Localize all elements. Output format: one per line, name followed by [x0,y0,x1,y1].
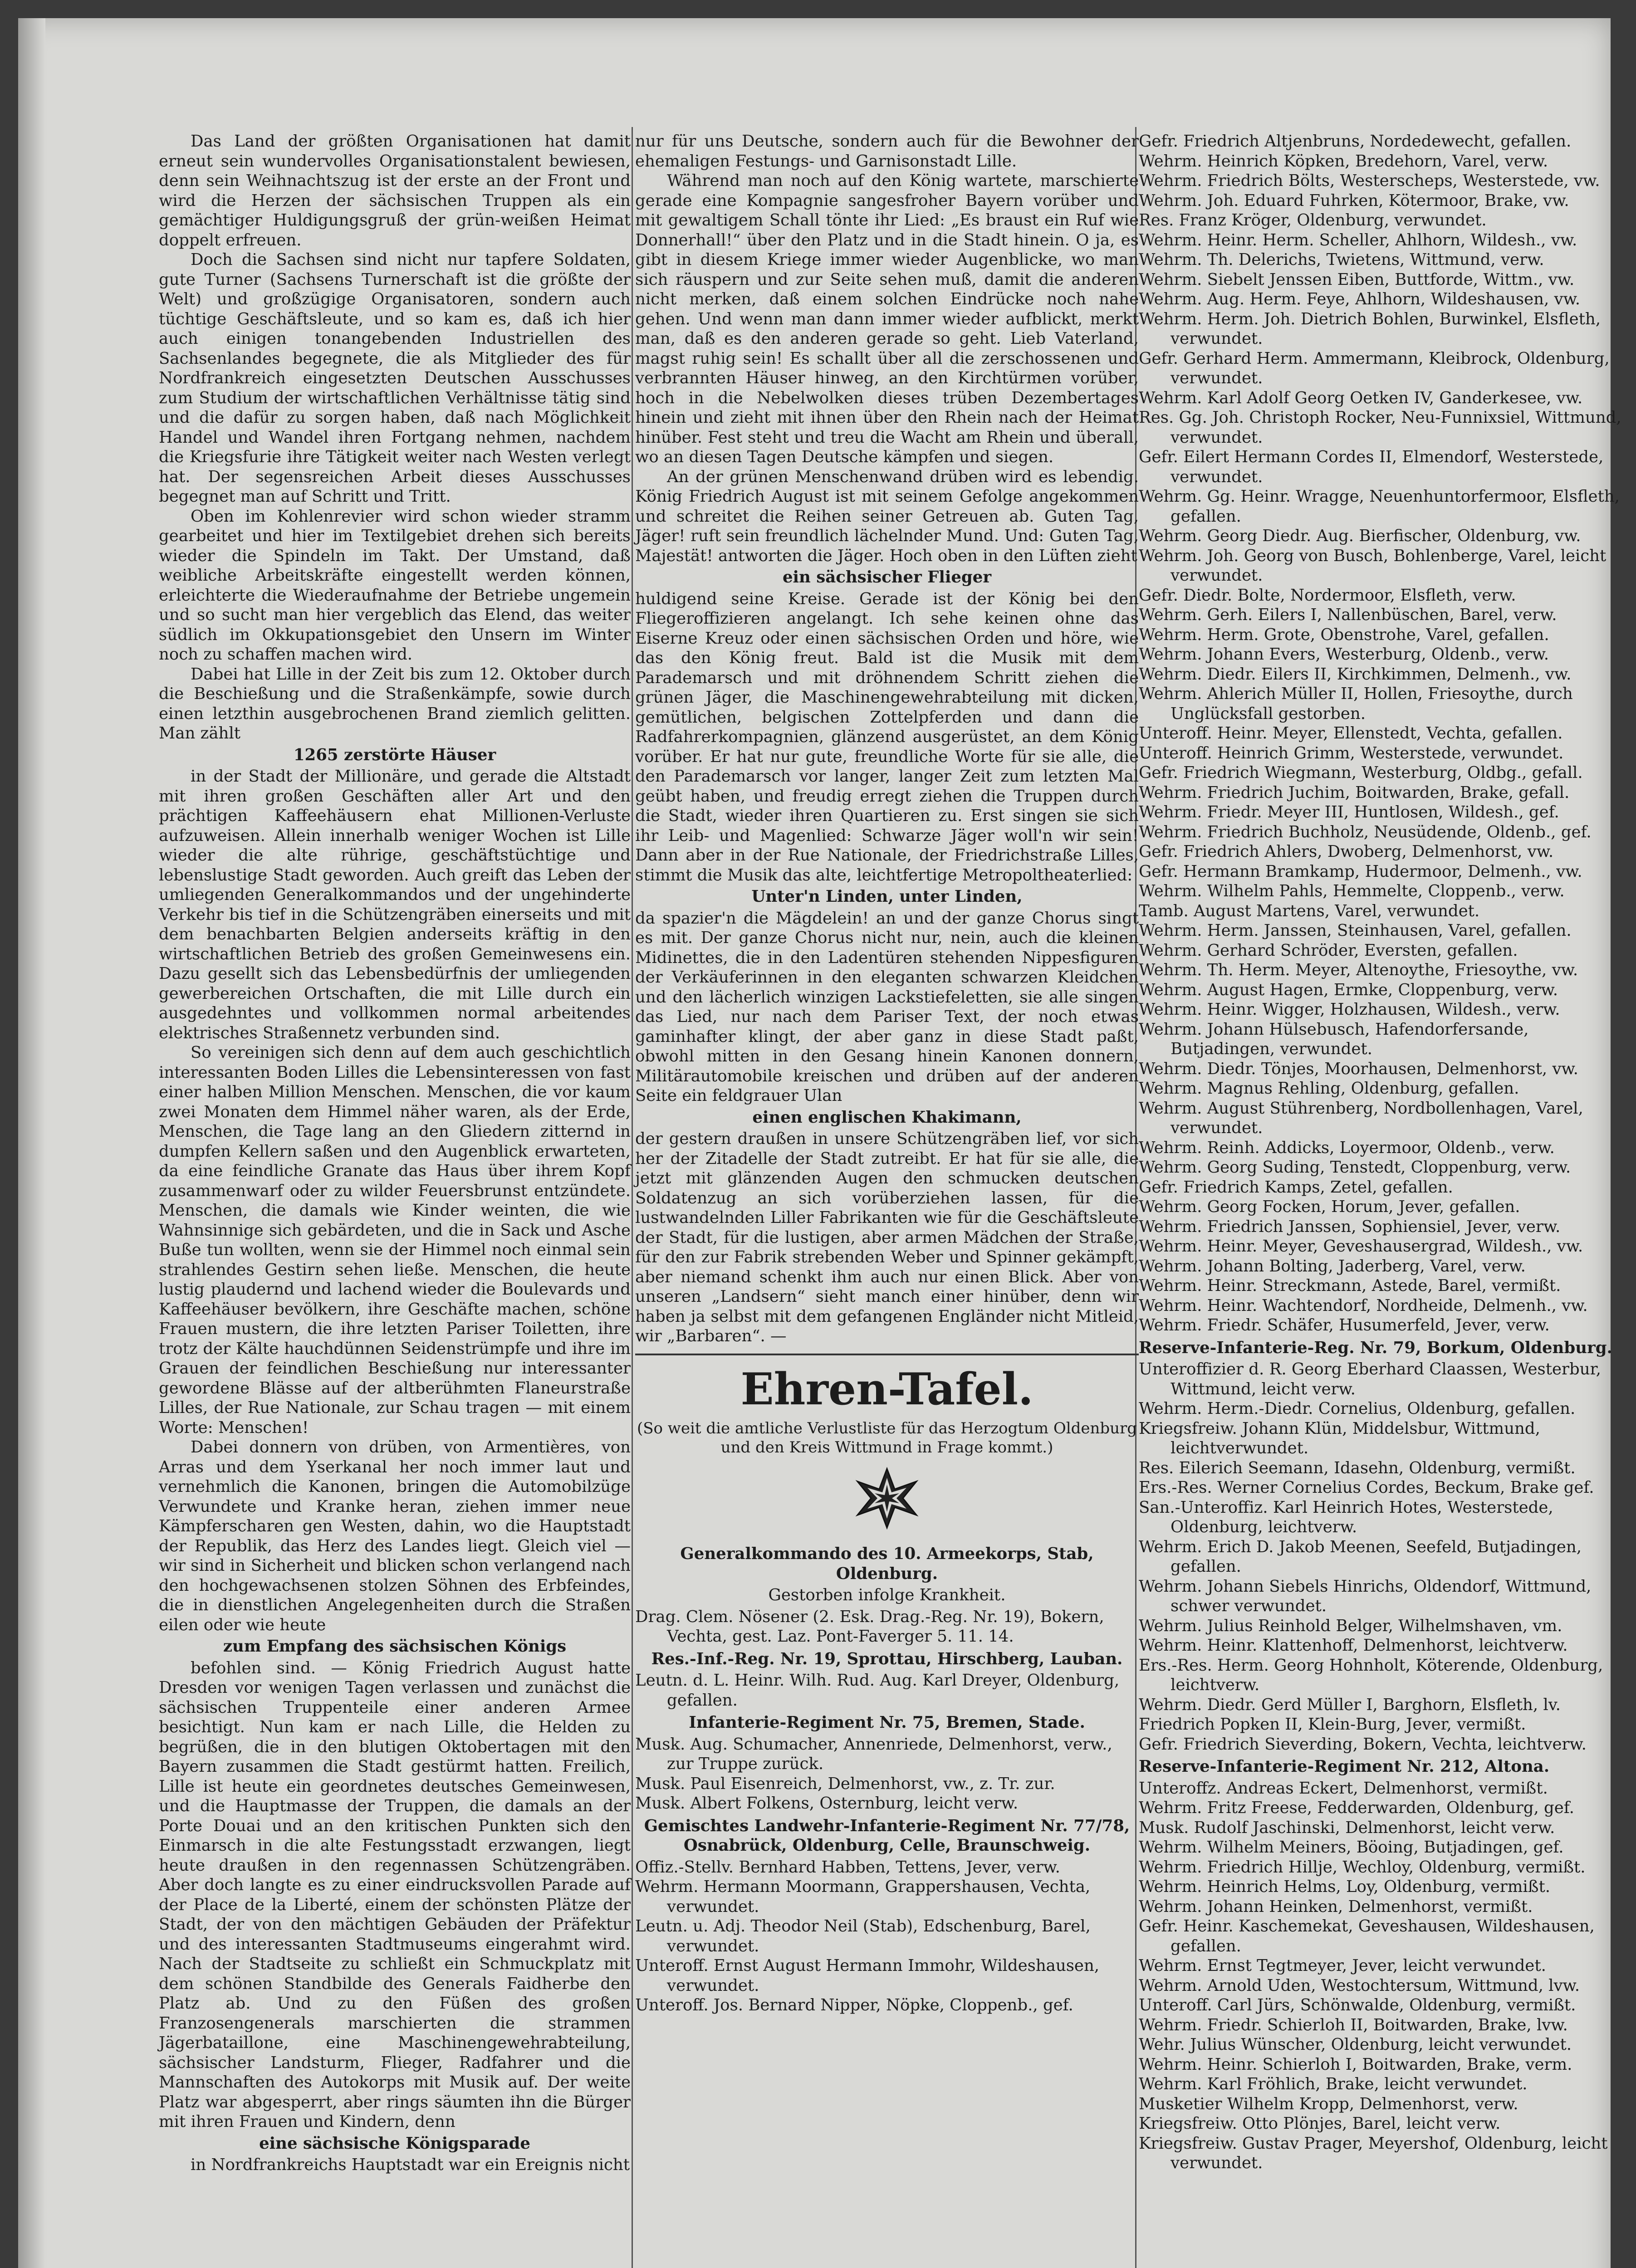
casualty-entry: Wehrm. Heinr. Schierloh I, Boitwarden, Brake, verm. [1139,2055,1572,2074]
paragraph: Dabei donnern von drüben, von Armentières, von Arras und dem Yserkanal her noch immer laut und vernehmlich die Kanonen, bringen die Automobilzüge Verwundete und Kranke heran, ziehen immer neue Kämpferscharen gen Westen, dahin, wo die Hauptstadt der Republik, das Herz des Landes liegt. Gleich viel — wir sind in Sicherheit und blicken schon verlangend nach den hochgewachsenen stolzen Söhnen des Erbfeindes, die in dienstlichen Angelegenheiten durch die Straßen eilen oder wie heute [159,1438,631,1634]
article-column-1 [159,132,631,2175]
casualty-entry: Gefr. Friedrich Ahlers, Dwoberg, Delmenhorst, vw. [1139,842,1554,861]
casualty-entry: Wehrm. Heinr. Herm. Scheller, Ahlhorn, Wildesh., vw. [1139,230,1577,249]
casualty-entry: Gefr. Friedrich Sieverding, Bokern, Vechta, leichtverw. [1139,1735,1587,1754]
casualty-entry: Res. Eilerich Seemann, Idasehn, Oldenburg, vermißt. [1139,1458,1576,1477]
paragraph: in der Stadt der Millionäre, und gerade die Altstadt mit ihren großen Geschäften aller Art und den prächtigen Kaffeehäusern ehat Millionen-Verluste aufzuweisen. Allein innerhalb weniger Wochen ist Lille wieder die alte rührige, geschäftstüchtige und lebenslustige Stadt geworden. Auch greift das Leben der umliegenden Generalkommandos und der ungehinderte Verkehr bis tief in die Schützengräben einerseits und mit dem benachbarten Belgien anderseits kräftig in den wirtschaftlichen Betrieb des großen Gemeinwesens ein. Dazu gesellt sich das Lebensbedürfnis der umliegenden gewerbereichen Ortschaften, die mit Lille durch ein ausgedehntes und vollkommen normal arbeitendes elektrisches Straßennetz verbunden sind. [159,767,631,1042]
casualty-entry: Wehrm. Georg Diedr. Aug. Bierfischer, Oldenburg, vw. [1139,527,1581,545]
casualty-entry: Wehrm. Magnus Rehling, Oldenburg, gefallen. [1139,1079,1519,1098]
casualty-entry: Wehrm. Friedrich Buchholz, Neusüdende, Oldenb., gef. [1139,822,1592,841]
casualty-entry: Drag. Clem. Nösener (2. Esk. Drag.-Reg. Nr. 19), Bokern, Vechta, gest. Laz. Pont-Faverger 5. 11. 14. [635,1607,1104,1646]
casualty-entry: Gefr. Friedrich Wiegmann, Westerburg, Oldbg., gefall. [1139,763,1583,782]
casualty-entry: Wehrm. Joh. Eduard Fuhrken, Kötermoor, Brake, vw. [1139,191,1569,210]
paragraph: An der grünen Menschenwand drüben wird es lebendig. König Friedrich August ist mit seinem Gefolge angekommen und schreitet die Reihen seiner Getreuen ab. Guten Tag, Jäger! ruft sein freundlich lächelnder Mund. Und: Guten Tag, Majestät! antworten die Jäger. Hoch oben in den Lüften zieht [635,467,1139,565]
regiment-heading: Gemischtes Landwehr-Infanterie-Regiment Nr. 77/78, Osnabrück, Oldenburg, Celle, Braunschweig. [644,1816,1130,1855]
subheading: einen englischen Khakimann, [752,1108,1022,1127]
regiment-heading: Res.-Inf.-Reg. Nr. 19, Sprottau, Hirschberg, Lauban. [651,1649,1123,1668]
casualty-entry: Wehrm. Friedrich Bölts, Westerscheps, Westerstede, vw. [1139,171,1600,190]
casualty-entry: Wehrm. Heinrich Helms, Loy, Oldenburg, vermißt. [1139,1877,1551,1896]
casualty-entry: Wehrm. Reinh. Addicks, Loyermoor, Oldenb., verw. [1139,1138,1555,1157]
casualty-entry: Wehrm. Heinr. Klattenhoff, Delmenhorst, leichtverw. [1139,1636,1568,1655]
casualty-entry: Wehrm. Heinr. Streckmann, Astede, Barel, vermißt. [1139,1276,1561,1295]
casualty-entry: Musk. Albert Folkens, Osternburg, leicht verw. [635,1794,1019,1813]
subheading: 1265 zerstörte Häuser [293,745,496,764]
casualty-entry: Gefr. Heinr. Kaschemekat, Geveshausen, Wildeshausen, gefallen. [1139,1917,1595,1955]
casualty-entry: Tamb. August Martens, Varel, verwundet. [1139,901,1480,920]
casualty-entry: Wehrm. Arnold Uden, Westochtersum, Wittmund, lvw. [1139,1976,1580,1995]
casualty-entry: Gefr. Eilert Hermann Cordes II, Elmendorf, Westerstede, verwundet. [1139,448,1604,486]
casualty-entry: Res. Franz Kröger, Oldenburg, verwundet. [1139,211,1487,230]
casualty-entry: Wehrm. Heinr. Meyer, Geveshausergrad, Wildesh., vw. [1139,1237,1583,1256]
iron-cross-icon [635,1464,1139,1537]
paragraph: befohlen sind. — König Friedrich August hatte Dresden vor wenigen Tagen verlassen und zunächst die sächsischen Truppenteile einer anderen Armee besichtigt. Nun kam er nach Lille, die Helden zu begrüßen, die in den blutigen Oktobertagen mit den Bayern zusammen die Stadt gestürmt hatten. Freilich, Lille ist heute ein geordnetes deutsches Gemeinwesen, und die Hauptmasse der Truppen, die damals an der Porte Douai und an den kritischen Punkten sich den Einmarsch in die alte Festungsstadt erzwangen, liegt heute draußen in den regennassen Schützengräben. Aber doch langte es zu einer eindrucksvollen Parade auf der Place de la Liberté, einem der schönsten Plätze der Stadt, der von den mächtigen Gebäuden der Präfektur und des interessanten Stadtmuseums eingerahmt wird. Nach der Stadtseite zu schließt ein Schmuckplatz mit dem schönen Standbilde des Generals Faidherbe den Platz ab. Und zu den Füßen des großen Franzosengenerals marschierten die strammen Jägerbataillone, eine Maschinengewehrabteilung, sächsischer Landsturm, Flieger, Radfahrer und die Mannschaften des Autokorps mit Musik auf. Der weite Platz war abgesperrt, aber rings säumten ihn die Bürger mit ihren Frauen und Kindern, denn [159,1658,631,2131]
casualty-entry: Kriegsfreiw. Johann Klün, Middelsbur, Wittmund, leichtverwundet. [1139,1419,1540,1457]
casualty-entry: Wehrm. Karl Adolf Georg Oetken IV, Ganderkesee, vw. [1139,388,1583,407]
subheading: ein sächsischer Flieger [782,568,992,587]
casualty-entry: Wehrm. Friedr. Meyer III, Huntlosen, Wildesh., gef. [1139,803,1559,821]
regiment-heading: Reserve-Infanterie-Reg. Nr. 79, Borkum, Oldenburg. [1139,1338,1612,1357]
casualty-entry: Wehrm. Aug. Herm. Feye, Ahlhorn, Wildeshausen, vw. [1139,290,1581,308]
casualty-entry: Wehrm. Gerhard Schröder, Eversten, gefallen. [1139,941,1518,960]
casualty-entry: Wehrm. Friedrich Janssen, Sophiensiel, Jever, verw. [1139,1217,1561,1236]
casualty-entry: Wehrm. Heinr. Wachtendorf, Nordheide, Delmenh., vw. [1139,1296,1588,1315]
paragraph: Doch die Sachsen sind nicht nur tapfere Soldaten, gute Turner (Sachsens Turnerschaft ist die größte der Welt) und großzügige Organisatoren, sondern auch tüchtige Geschäftsleute, und so kam es, daß ich hier auch einigen tonangebenden Industriellen des Sachsenlandes begegnete, die als Mitglieder des für Nordfrankreich eingesetzten Deutschen Ausschusses zum Studium der wirtschaftlichen Verhältnisse tätig sind und die dafür zu sorgen haben, daß nach Möglichkeit Handel und Wandel ihren Fortgang nehmen, nachdem die Kriegsfurie ihre Tätigkeit weiter nach Westen verlegt hat. Der segensreichen Arbeit dieses Ausschusses begegnet man auf Schritt und Tritt. [159,250,631,506]
casualty-entry: Gefr. Gerhard Herm. Ammermann, Kleibrock, Oldenburg, verwundet. [1139,349,1610,387]
casualty-entry: Unteroff. Ernst August Hermann Immohr, Wildeshausen, verwundet. [635,1956,1100,1995]
casualty-entry: Wehrm. Julius Reinhold Belger, Wilhelmshaven, vm. [1139,1616,1563,1635]
casualty-entry: Wehrm. Wilhelm Meiners, Böoing, Butjadingen, gef. [1139,1838,1564,1857]
casualty-entry: Unteroff. Jos. Bernard Nipper, Nöpke, Cloppenb., gef. [635,1996,1073,2014]
casualty-entry: Unteroff. Heinrich Grimm, Westerstede, verwundet. [1139,743,1564,763]
casualty-entry: Wehrm. Th. Herm. Meyer, Altenoythe, Friesoythe, vw. [1139,961,1578,979]
casualty-entry: Leutn. d. L. Heinr. Wilh. Rud. Aug. Karl Dreyer, Oldenburg, gefallen. [635,1671,1120,1710]
casualty-entry: Wehrm. Herm. Janssen, Steinhausen, Varel, gefallen. [1139,921,1572,940]
casualty-entry: Wehrm. Hermann Moormann, Grappershausen, Vechta, verwundet. [635,1877,1091,1916]
paragraph: So vereinigen sich denn auf dem auch geschichtlich interessanten Boden Lilles die Lebensinteressen von fast einer halben Million Menschen. Menschen, die vor kaum zwei Monaten dem Himmel näher waren, als der Erde, Menschen, die Tage lang an den Gliedern zitternd in dumpfen Kellern saßen und den Augenblick erwarteten, da eine feindliche Granate das Haus über ihrem Kopf zusammenwarf oder zu wilder Feuersbrunst entzündete. Menschen, die damals wie Kinder weinten, die wie Wahnsinnige sich gebärdeten, und die in Sack und Asche Buße tun wollten, wenn sie der Himmel noch einmal sein strahlendes Gestirn sehen ließe. Menschen, die heute lustig plaudernd und lachend wieder die Boulevards und Kaffeehäuser bevölkern, ihre Geschäfte machen, schöne Frauen mustern, die ihre letzten Pariser Toiletten, ihre trotz der Kälte hauchdünnen Seidenstrümpfe und ihre im Grauen der feindlichen Beschießung nur interessanter gewordene Blässe auf der altberühmten Flaneurstraße Lilles, der Rue Nationale, zur Schau tragen — mit einem Worte: Menschen! [159,1043,631,1437]
casualty-entry: Wehrm. Johann Heinken, Delmenhorst, vermißt. [1139,1897,1533,1916]
paragraph: Oben im Kohlenrevier wird schon wieder stramm gearbeitet und hier im Textilgebiet drehen sich bereits wieder die Spindeln im Takt. Der Umstand, daß weibliche Arbeitskräfte eingestellt werden können, erleichterte die Wiederaufnahme der Betriebe ungemein und so sucht man hier vergeblich das Elend, das weiter südlich im Okkupationsgebiet den Unsern im Winter noch zu schaffen machen wird. [159,507,631,664]
regiment-heading: Generalkommando des 10. Armeekorps, Stab, Oldenburg. [680,1545,1094,1583]
casualty-entry: San.-Unteroffiz. Karl Heinrich Hotes, Westerstede, Oldenburg, leichtverw. [1139,1498,1553,1536]
casualty-entry: Kriegsfreiw. Gustav Prager, Meyershof, Oldenburg, leicht verwundet. [1139,2134,1608,2172]
casualty-entry: Wehrm. Ernst Tegtmeyer, Jever, leicht verwundet. [1139,1956,1546,1975]
casualty-entry: Wehrm. Diedr. Gerd Müller I, Barghorn, Elsfleth, lv. [1139,1695,1561,1714]
casualty-entry: Kriegsfreiw. Otto Plönjes, Barel, leicht verw. [1139,2114,1501,2133]
casualty-entry: Wehrm. Friedrich Juchim, Boitwarden, Brake, gefall. [1139,783,1570,802]
casualty-entry: Musk. Paul Eisenreich, Delmenhorst, vw., z. Tr. zur. [635,1774,1055,1793]
casualty-entry: Wehr. Julius Wünscher, Oldenburg, leicht verwundet. [1139,2035,1572,2054]
casualty-entry: Wehrm. Joh. Georg von Busch, Bohlenberge, Varel, leicht verwundet. [1139,546,1607,585]
note-line: Gestorben infolge Krankheit. [768,1586,1006,1604]
casualty-entry: Friedrich Popken II, Klein-Burg, Jever, vermißt. [1139,1715,1526,1734]
paragraph: Während man noch auf den König wartete, marschierte gerade eine Kompagnie sangesfroher Bayern vorüber und mit gewaltigem Schall tönte ihr Lied: „Es braust ein Ruf wie Donnerhall!“ über den Platz und in die Stadt hinein. O ja, es gibt in diesem Kriege immer wieder Augenblicke, wo man sich räuspern und zur Seite sehen muß, damit die anderen nicht merken, daß einem solchen Eindrücke noch nahe gehen. Und wenn man dann immer wieder aufblickt, merkt man, daß es den anderen gerade so geht. Lieb Vaterland, magst ruhig sein! Es schallt über all die zerschossenen und verbrannten Häuser hinweg, an den Kirchtürmen vorüber, hoch in die Nebelwolken dieses trüben Dezembertages hinein und zieht mit ihnen über den Rhein nach der Heimat hinüber. Fest steht und treu die Wacht am Rhein und überall, wo an diesen Tagen Deutsche kämpfen und siegen. [635,171,1139,466]
ehrentafel-subtitle: (So weit die amtliche Verlustliste für das Herzogtum Oldenburg und den Kreis Wittmund in Frage kommt.) [637,1419,1137,1457]
casualty-entry: Wehrm. Th. Delerichs, Twietens, Wittmund, verw. [1139,250,1544,269]
casualty-entry: Unteroffz. Andreas Eckert, Delmenhorst, vermißt. [1139,1779,1548,1798]
casualty-entry: Wehrm. Heinrich Köpken, Bredehorn, Varel, verw. [1139,152,1548,171]
article-column-2 [635,132,1139,2015]
casualty-entry: Wehrm. Diedr. Eilers II, Kirchkimmen, Delmenh., vw. [1139,665,1572,684]
casualty-entry: Gefr. Hermann Bramkamp, Hudermoor, Delmenh., vw. [1139,862,1582,881]
paragraph: nur für uns Deutsche, sondern auch für die Bewohner der ehemaligen Festungs- und Garnisonstadt Lille. [635,132,1139,171]
paragraph: huldigend seine Kreise. Gerade ist der König bei den Fliegeroffizieren angelangt. Ich sehe keinen ohne das Eiserne Kreuz oder einen sächsischen Orden und höre, wie das den König freut. Bald ist die Musik mit dem Parademarsch und mit dröhnendem Schritt ziehen die grünen Jäger, die Maschinengewehrabteilung mit dicken, gemütlichen, belgischen Zottelpferden und dann die Radfahrerkompagnien, glänzend ausgerüstet, an dem König vorüber. Er hat nur gute, freundliche Worte für sie alle, die den Parademarsch vor langer, langer Zeit zum letzten Mal geübt haben, und freudig erregt ziehen die Truppen durch die Stadt, wieder ihren Quartieren zu. Erst singen sie sich ihr Leib- und Magenlied: Schwarze Jäger woll'n wir sein! Dann aber in der Rue Nationale, der Friedrichstraße Lilles, stimmt die Musik das alte, leichtfertige Metropoltheaterlied: [635,589,1139,885]
casualty-entry: Ers.-Res. Werner Cornelius Cordes, Beckum, Brake gef. [1139,1478,1594,1497]
casualty-entry: Leutn. u. Adj. Theodor Neil (Stab), Edschenburg, Barel, verwundet. [635,1917,1091,1955]
casualty-entry: Gefr. Friedrich Kamps, Zetel, gefallen. [1139,1178,1453,1197]
casualty-entry: Wehrm. Johann Bolting, Jaderberg, Varel, verw. [1139,1256,1526,1276]
casualty-entry: Musk. Rudolf Jaschinski, Delmenhorst, leicht verw. [1139,1818,1555,1837]
casualty-entry: Wehrm. Herm.-Diedr. Cornelius, Oldenburg, gefallen. [1139,1399,1576,1418]
casualty-entry: Wehrm. Johann Hülsebusch, Hafendorfersande, Butjadingen, verwundet. [1139,1020,1529,1058]
casualty-entry: Wehrm. Friedr. Schierloh II, Boitwarden, Brake, lvw. [1139,2015,1568,2034]
casualty-entry: Gefr. Diedr. Bolte, Nordermoor, Elsfleth, verw. [1139,586,1516,605]
casualty-entry: Wehrm. Herm. Grote, Obenstrohe, Varel, gefallen. [1139,625,1549,644]
casualty-entry: Wehrm. Erich D. Jakob Meenen, Seefeld, Butjadingen, gefallen. [1139,1537,1582,1576]
casualty-list-column [1139,132,1629,2173]
section-divider [635,1354,1139,1355]
casualty-entry: Res. Gg. Joh. Christoph Rocker, Neu-Funnixsiel, Wittmund, verwundet. [1139,408,1621,447]
casualty-entry: Wehrm. August Hagen, Ermke, Cloppenburg, verw. [1139,980,1558,999]
casualty-entry: Unteroffizier d. R. Georg Eberhard Claassen, Westerbur, Wittmund, leicht verw. [1139,1360,1601,1398]
subheading: eine sächsische Königsparade [259,2134,530,2153]
regiment-heading: Reserve-Infanterie-Regiment Nr. 212, Altona. [1139,1757,1550,1776]
paragraph: in Nordfrankreichs Hauptstadt war ein Ereignis nicht [191,2156,630,2174]
casualty-entry: Wehrm. Wilhelm Pahls, Hemmelte, Cloppenb., verw. [1139,882,1565,900]
casualty-entry: Wehrm. Siebelt Jenssen Eiben, Buttforde, Wittm., vw. [1139,270,1575,289]
column-rule [632,127,633,2268]
subheading: zum Empfang des sächsischen Königs [223,1637,567,1656]
casualty-entry: Wehrm. Diedr. Tönjes, Moorhausen, Delmenhorst, vw. [1139,1059,1578,1078]
casualty-entry: Wehrm. Heinr. Wigger, Holzhausen, Wildesh., verw. [1139,1000,1560,1019]
casualty-entry: Musketier Wilhelm Kropp, Delmenhorst, verw. [1139,2094,1518,2113]
paragraph: der gestern draußen in unsere Schützengräben lief, vor sich her der Zitadelle der Stadt zutreibt. Er hat für sie alle, die jetzt mit glänzenden Augen den schmucken deutschen Soldatenzug an sich vorüberziehen lassen, für die lustwandelnden Liller Fabrikanten wie für die Geschäftsleute der Stadt, für die lustigen, aber armen Mädchen der Straße, für den zur Fabrik strebenden Weber und Spinner gekämpft, aber niemand schenkt ihm auch nur einen Blick. Aber von unseren „Landsern“ sieht manch einer hinüber, denn wir haben ja selbst mit dem gefangenen Engländer nicht Mitleid, wir „Barbaren“. — [635,1129,1139,1345]
casualty-entry: Wehrm. August Stührenberg, Nordbollenhagen, Varel, verwundet. [1139,1099,1583,1137]
casualty-entry: Offiz.-Stellv. Bernhard Habben, Tettens, Jever, verw. [635,1857,1060,1877]
casualty-entry: Wehrm. Georg Suding, Tenstedt, Cloppenburg, verw. [1139,1158,1571,1177]
casualty-entry: Wehrm. Gerh. Eilers I, Nallenbüschen, Barel, verw. [1139,606,1557,624]
casualty-entry: Wehrm. Johann Evers, Westerburg, Oldenb., verw. [1139,645,1549,664]
casualty-entry: Wehrm. Georg Focken, Horum, Jever, gefallen. [1139,1198,1520,1216]
casualty-entry: Ers.-Res. Herm. Georg Hohnholt, Köterende, Oldenburg, leichtverw. [1139,1656,1603,1694]
casualty-entry: Musk. Aug. Schumacher, Annenriede, Delmenhorst, verw., zur Truppe zurück. [635,1735,1112,1773]
paragraph: Dabei hat Lille in der Zeit bis zum 12. Oktober durch die Beschießung und die Straßenkämpfe, sowie durch einen letzthin ausgebrochenen Brand ziemlich gelitten. Man zählt [159,665,631,743]
regiment-heading: Infanterie-Regiment Nr. 75, Bremen, Stade. [689,1713,1085,1732]
casualty-entry: Wehrm. Fritz Freese, Fedderwarden, Oldenburg, gef. [1139,1799,1574,1817]
casualty-entry: Gefr. Friedrich Altjenbruns, Nordedewecht, gefallen. [1139,132,1572,151]
ehrentafel-title: Ehren-Tafel. [740,1363,1034,1415]
casualty-entry: Wehrm. Ahlerich Müller II, Hollen, Friesoythe, durch Unglücksfall gestorben. [1139,684,1573,723]
subheading: Unter'n Linden, unter Linden, [751,887,1023,906]
casualty-entry: Unteroff. Heinr. Meyer, Ellenstedt, Vechta, gefallen. [1139,724,1563,743]
paragraph: da spazier'n die Mägdelein! an und der ganze Chorus singt es mit. Der ganze Chorus nicht nur, nein, auch die kleinen Midinettes, die in den Ladentüren stehenden Nippesfiguren der Verkäuferinnen in den eleganten schwarzen Kleidchen und den lächerlich winzigen Lackstiefeletten, sie alle singen das Lied, nur nach dem Pariser Text, der noch etwas gaminhafter klingt, der aber ganz in diese Stadt paßt, obwohl mitten in den Gesang hinein Kanonen donnern, Militärautomobile kreischen und drüben auf der anderen Seite ein feldgrauer Ulan [635,909,1139,1105]
casualty-entry: Wehrm. Friedr. Schäfer, Husumerfeld, Jever, verw. [1139,1316,1550,1334]
page-spine [18,18,45,2268]
newspaper-page [18,18,1621,2268]
casualty-entry: Wehrm. Friedrich Hillje, Wechloy, Oldenburg, vermißt. [1139,1857,1586,1877]
paragraph: Das Land der größten Organisationen hat damit erneut sein wundervolles Organisationstalent bewiesen, denn sein Weihnachtszug ist der erste an der Front und wird die Herzen der sächsischen Truppen als ein gemächtiger Huldigungsgruß der grün-weißen Heimat doppelt erfreuen. [159,132,631,249]
casualty-entry: Unteroff. Carl Jürs, Schönwalde, Oldenburg, vermißt. [1139,1996,1576,2014]
casualty-entry: Wehrm. Herm. Joh. Dietrich Bohlen, Burwinkel, Elsfleth, verwundet. [1139,309,1601,348]
casualty-entry: Wehrm. Johann Siebels Hinrichs, Oldendorf, Wittmund, schwer verwundet. [1139,1577,1592,1615]
casualty-entry: Wehrm. Gg. Heinr. Wragge, Neuenhuntorfermoor, Elsfleth, gefallen. [1139,487,1620,526]
casualty-entry: Wehrm. Karl Fröhlich, Brake, leicht verwundet. [1139,2075,1528,2093]
